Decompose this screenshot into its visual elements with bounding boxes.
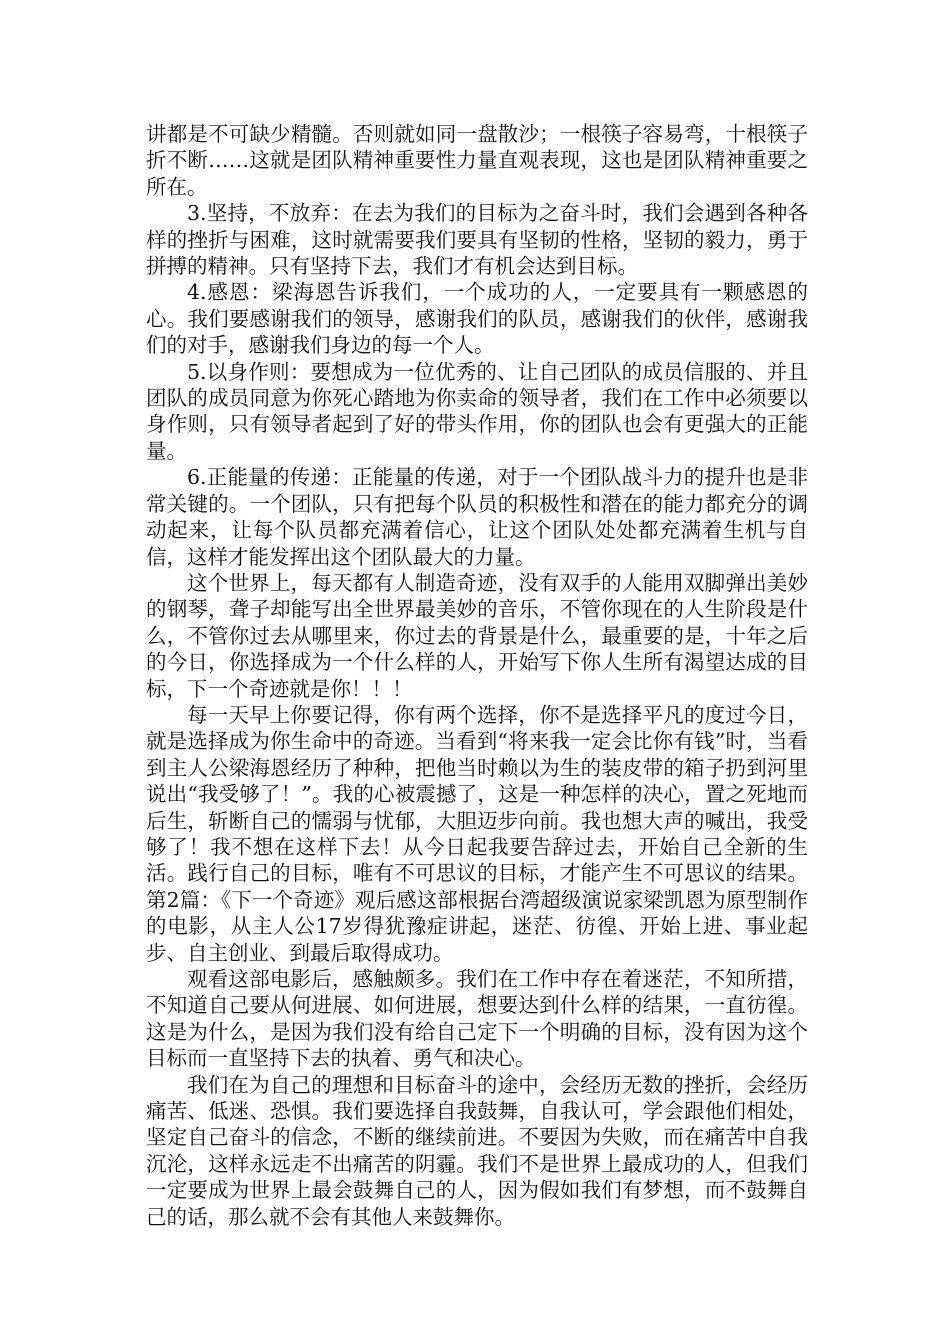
paragraph-reflection: 观看这部电影后，感触颇多。我们在工作中存在着迷茫，不知所措，不知道自己要从何进展、如何进展，想要达到什么样的结果，一直彷徨。这是为什么，是因为我们没有给自己定下一个明确的目标，没有因为这个目标而一直坚持下去的执着、勇气和决心。 <box>146 967 808 1071</box>
paragraph-two-choices: 每一天早上你要记得，你有两个选择，你不是选择平凡的度过今日，就是选择成为你生命中的奇迹。当看到“将来我一定会比你有钱”时，当看到主人公梁海恩经历了种种，把他当时赖以为生的装皮带的箱子扔到河里说出“我受够了！”。我的心被震撼了，这是一种怎样的决心，置之死地而后生，斩断自己的懦弱与忧郁，大胆迈步向前。我也想大声的喊出，我受够了！我不想在这样下去！从今日起我要告辞过去，开始自己全新的生活。践行自己的目标，唯有不可思议的目标，才能产生不可思议的结果。第2篇：《下一个奇迹》观后感这部根据台湾超级演说家梁凯恩为原型制作的电影，从主人公17岁得犹豫症讲起，迷茫、彷徨、开始上进、事业起步、自主创业、到最后取得成功。 <box>146 702 808 965</box>
paragraph-continuation: 讲都是不可缺少精髓。否则就如同一盘散沙；一根筷子容易弯，十根筷子折不断……这就是团队精神重要性力量直观表现，这也是团队精神重要之所在。 <box>146 122 808 199</box>
paragraph-miracles: 这个世界上，每天都有人制造奇迹，没有双手的人能用双脚弹出美妙的钢琴，聋子却能写出全世界最美妙的音乐，不管你现在的人生阶段是什么，不管你过去从哪里来，你过去的背景是什么，最重要的是，十年之后的今日，你选择成为一个什么样的人，开始写下你人生所有渴望达成的目标，下一个奇迹就是你！！！ <box>146 570 808 701</box>
paragraph-persistence: 3.坚持，不放弃：在去为我们的目标为之奋斗时，我们会遇到各种各样的挫折与困难，这时就需要我们要具有坚韧的性格，坚韧的毅力，勇于拼搏的精神。只有坚持下去，我们才有机会达到目标。 <box>146 201 808 279</box>
paragraph-lead-by-example: 5.以身作则：要想成为一位优秀的、让自己团队的成员信服的、并且团队的成员同意为你死心踏地为你卖命的领导者，我们在工作中必须要以身作则，只有领导者起到了好的带头作用，你的团队也会有更强大的正能量。 <box>146 359 808 463</box>
paragraph-self-encouragement: 我们在为自己的理想和目标奋斗的途中，会经历无数的挫折，会经历痛苦、低迷、恐惧。我们要选择自我鼓舞，自我认可，学会跟他们相处，坚定自己奋斗的信念，不断的继续前进。不要因为失败，而在痛苦中自我沉沦，这样永远走不出痛苦的阴霾。我们不是世界上最成功的人，但我们一定要成为世界上最会鼓舞自己的人，因为假如我们有梦想，而不鼓舞自己的话，那么就不会有其他人来鼓舞你。 <box>146 1072 808 1229</box>
paragraph-positive-energy: 6.正能量的传递：正能量的传递，对于一个团队战斗力的提升也是非常关键的。一个团队，只有把每个队员的积极性和潜在的能力都充分的调动起来，让每个队员都充满着信心，让这个团队处处都充满着生机与自信，这样才能发挥出这个团队最大的力量。 <box>146 465 808 569</box>
document-body <box>146 121 808 1230</box>
paragraph-gratitude: 4.感恩：梁海恩告诉我们，一个成功的人，一定要具有一颗感恩的心。我们要感谢我们的领导，感谢我们的队员，感谢我们的伙伴，感谢我们的对手，感谢我们身边的每一个人。 <box>146 280 808 358</box>
